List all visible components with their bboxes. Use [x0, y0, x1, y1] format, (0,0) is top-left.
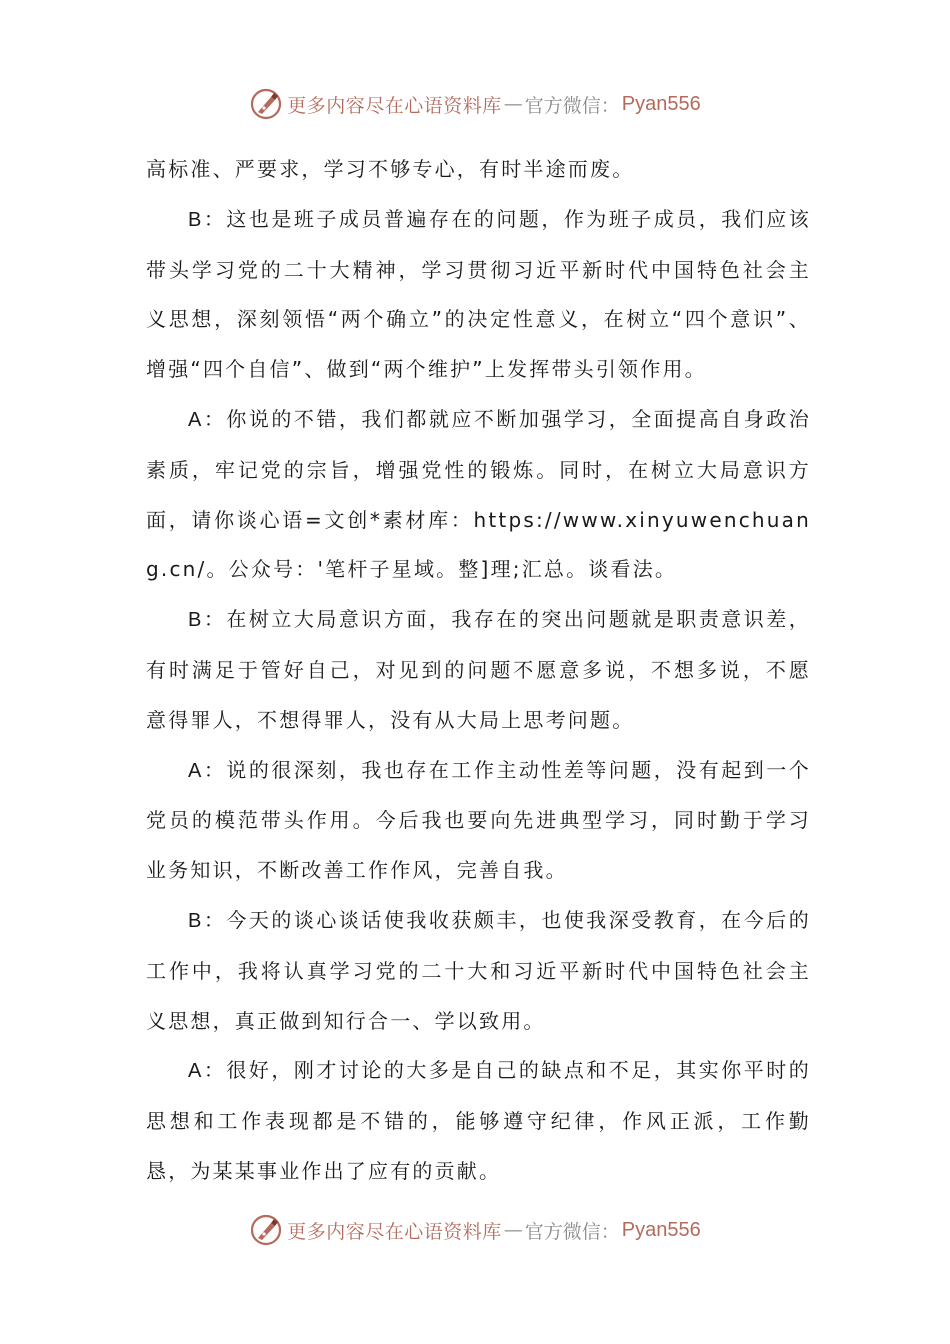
header-banner: [0, 84, 950, 124]
header-dash: —: [503, 93, 523, 115]
header-official-label: 官方微信：: [524, 94, 620, 117]
speaker-label: B：: [188, 609, 227, 632]
pen-nib-logo-icon: [249, 1213, 283, 1247]
speaker-label: A：: [188, 759, 227, 782]
speaker-label: B：: [188, 208, 227, 231]
paragraph-text: 很好，刚才讨论的大多是自己的缺点和不足，其实你平时的思想和工作表现都是不错的，能够遵守纪律，作风正派，工作勤恳，为某某事业作出了应有的贡献。: [146, 1058, 811, 1183]
dialogue-paragraph: [146, 1046, 811, 1196]
paragraph-text: 说的很深刻，我也存在工作主动性差等问题，没有起到一个党员的模范带头作用。今后我也要向先进典型学习，同时勤于学习业务知识，不断改善工作作风，完善自我。: [146, 757, 811, 883]
footer-official-label: 官方微信：: [524, 1220, 620, 1243]
header-brand-text: 更多内容尽在心语资料库: [287, 94, 502, 117]
header-wechat-id: Pyan556: [621, 92, 701, 115]
dialogue-paragraph: [146, 896, 811, 1046]
paragraph-continuation: [146, 145, 811, 195]
document-body: [146, 145, 811, 1197]
paragraph-text: 这也是班子成员普遍存在的问题，作为班子成员，我们应该带头学习党的二十大精神，学习贯彻习近平新时代中国特色社会主义思想，深刻领悟“两个确立”的决定性意义，在树立“四个意识”、增强“四个自信”、做到“两个维护”上发挥带头引领作用。: [146, 206, 811, 382]
dialogue-paragraph: [146, 746, 811, 896]
footer-brand-text: 更多内容尽在心语资料库: [287, 1220, 502, 1243]
dialogue-paragraph: [146, 395, 811, 595]
dialogue-paragraph: [146, 595, 811, 745]
paragraph-text: 在树立大局意识方面，我存在的突出问题就是职责意识差，有时满足于管好自己，对见到的问题不愿意多说，不想多说，不愿意得罪人，不想得罪人，没有从大局上思考问题。: [146, 607, 811, 732]
paragraph-text: 你说的不错，我们都就应不断加强学习，全面提高自身政治素质，牢记党的宗旨，增强党性的锻炼。同时，在树立大局意识方面，请你谈心语=文创*素材库：https://www.xinyuwenchuang.cn/。公众号：'笔杆子星域。整]理;汇总。谈看法。: [146, 406, 811, 582]
footer-wechat-id: Pyan556: [621, 1218, 701, 1241]
footer-banner: [0, 1210, 950, 1250]
pen-nib-logo-icon: [249, 87, 283, 121]
paragraph-text: 高标准、严要求，学习不够专心，有时半途而废。: [146, 157, 635, 181]
speaker-label: A：: [188, 1060, 227, 1083]
footer-dash: —: [503, 1219, 523, 1241]
speaker-label: B：: [188, 909, 227, 932]
paragraph-text: 今天的谈心谈话使我收获颇丰，也使我深受教育，在今后的工作中，我将认真学习党的二十大和习近平新时代中国特色社会主义思想，真正做到知行合一、学以致用。: [146, 907, 811, 1033]
speaker-label: A：: [188, 408, 227, 431]
dialogue-paragraph: [146, 195, 811, 395]
